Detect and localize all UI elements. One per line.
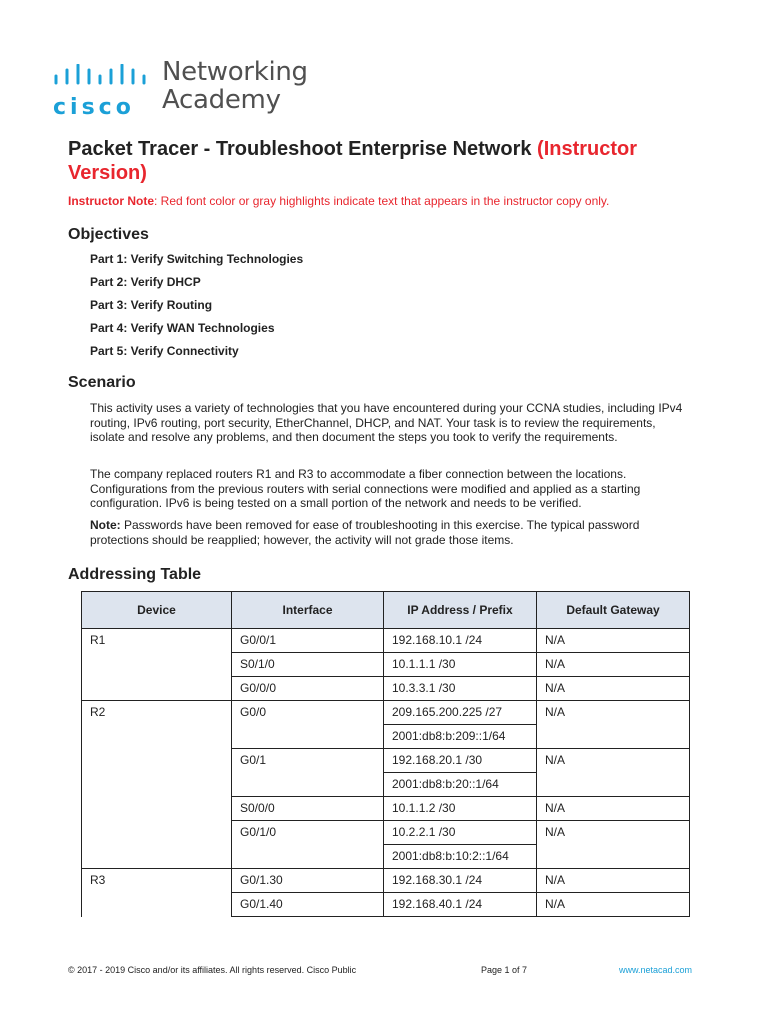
footer-url-link[interactable]: www.netacad.com [619, 965, 693, 975]
instructor-note [68, 194, 609, 208]
header-interface: Interface [232, 592, 384, 629]
cell-interface: S0/1/0 [232, 653, 384, 677]
cell-interface: G0/1 [232, 749, 384, 797]
note-label: Note: [90, 518, 121, 532]
cell-ip: 2001:db8:b:10:2::1/64 [384, 845, 537, 869]
table-row [82, 701, 690, 725]
cell-interface: G0/0/1 [232, 629, 384, 653]
cisco-wordmark: cisco [53, 95, 135, 120]
netacad-logo [50, 55, 350, 120]
cell-device: R1 [82, 629, 232, 701]
table-row [82, 869, 690, 893]
cell-gateway: N/A [537, 893, 690, 917]
cell-ip: 192.168.40.1 /24 [384, 893, 537, 917]
cell-gateway: N/A [537, 797, 690, 821]
cell-device: R3 [82, 869, 232, 917]
scenario-paragraph-1: This activity uses a variety of technologies that you have encountered during your CCNA studies, including IPv4 routing, IPv6 routing, port security, EtherChannel, DHCP, and NAT. Your task is to review the requirements, isolate and resolve any problems, and then document the steps you took to verify the requirements. [90, 401, 683, 444]
cell-ip: 10.1.1.2 /30 [384, 797, 537, 821]
cell-interface: G0/1.30 [232, 869, 384, 893]
addressing-heading: Addressing Table [68, 566, 202, 583]
table-header-row [82, 592, 690, 629]
cell-gateway: N/A [537, 701, 690, 749]
addressing-table [81, 591, 690, 917]
objectives-list [90, 252, 303, 367]
note-text: Passwords have been removed for ease of troubleshooting in this exercise. The typical password protections should be reapplied; however, the activity will not grade those items. [90, 518, 640, 547]
instructor-note-text: : Red font color or gray highlights indicate text that appears in the instructor copy only. [154, 194, 610, 208]
cell-gateway: N/A [537, 749, 690, 797]
header-ip: IP Address / Prefix [384, 592, 537, 629]
header-gateway: Default Gateway [537, 592, 690, 629]
cell-ip: 192.168.30.1 /24 [384, 869, 537, 893]
cell-gateway: N/A [537, 653, 690, 677]
objective-item: Part 3: Verify Routing [90, 298, 213, 312]
cell-interface: S0/0/0 [232, 797, 384, 821]
scenario-paragraph-2: The company replaced routers R1 and R3 to accommodate a fiber connection between the locations. Configurations from the previous routers with serial connections were modified and applied as a starting configuration. IPv6 is being tested on a small portion of the network and needs to be verified. [90, 467, 641, 510]
header-device: Device [82, 592, 232, 629]
cell-ip: 192.168.10.1 /24 [384, 629, 537, 653]
objective-item: Part 5: Verify Connectivity [90, 344, 239, 358]
cell-ip: 10.2.2.1 /30 [384, 821, 537, 845]
cell-gateway: N/A [537, 869, 690, 893]
footer-copyright: © 2017 - 2019 Cisco and/or its affiliates. All rights reserved. Cisco Public [68, 965, 357, 975]
objective-item: Part 4: Verify WAN Technologies [90, 321, 275, 335]
cisco-bars-icon [53, 64, 153, 86]
scenario-heading: Scenario [68, 374, 136, 391]
cell-ip: 2001:db8:b:209::1/64 [384, 725, 537, 749]
cell-interface: G0/0 [232, 701, 384, 749]
title-main: Packet Tracer - Troubleshoot Enterprise Network [68, 138, 532, 160]
cell-interface: G0/1/0 [232, 821, 384, 869]
cell-ip: 192.168.20.1 /30 [384, 749, 537, 773]
cell-interface: G0/0/0 [232, 677, 384, 701]
objective-item: Part 2: Verify DHCP [90, 275, 201, 289]
cell-gateway: N/A [537, 629, 690, 653]
cell-gateway: N/A [537, 677, 690, 701]
cell-gateway: N/A [537, 821, 690, 869]
cell-interface: G0/1.40 [232, 893, 384, 917]
instructor-note-label: Instructor Note [68, 194, 155, 208]
cell-ip: 209.165.200.225 /27 [384, 701, 537, 725]
page-title [68, 137, 708, 185]
footer-page-number: Page 1 of 7 [481, 965, 528, 975]
objectives-heading: Objectives [68, 226, 149, 243]
cell-ip: 10.3.3.1 /30 [384, 677, 537, 701]
cell-ip: 2001:db8:b:20::1/64 [384, 773, 537, 797]
scenario-note [90, 518, 690, 547]
logo-networking: Networking [162, 57, 308, 87]
table-row [82, 629, 690, 653]
logo-academy: Academy [162, 85, 281, 115]
cell-ip: 10.1.1.1 /30 [384, 653, 537, 677]
title-version: (Instructor Version) [68, 138, 638, 184]
objective-item: Part 1: Verify Switching Technologies [90, 252, 304, 266]
cell-device: R2 [82, 701, 232, 869]
